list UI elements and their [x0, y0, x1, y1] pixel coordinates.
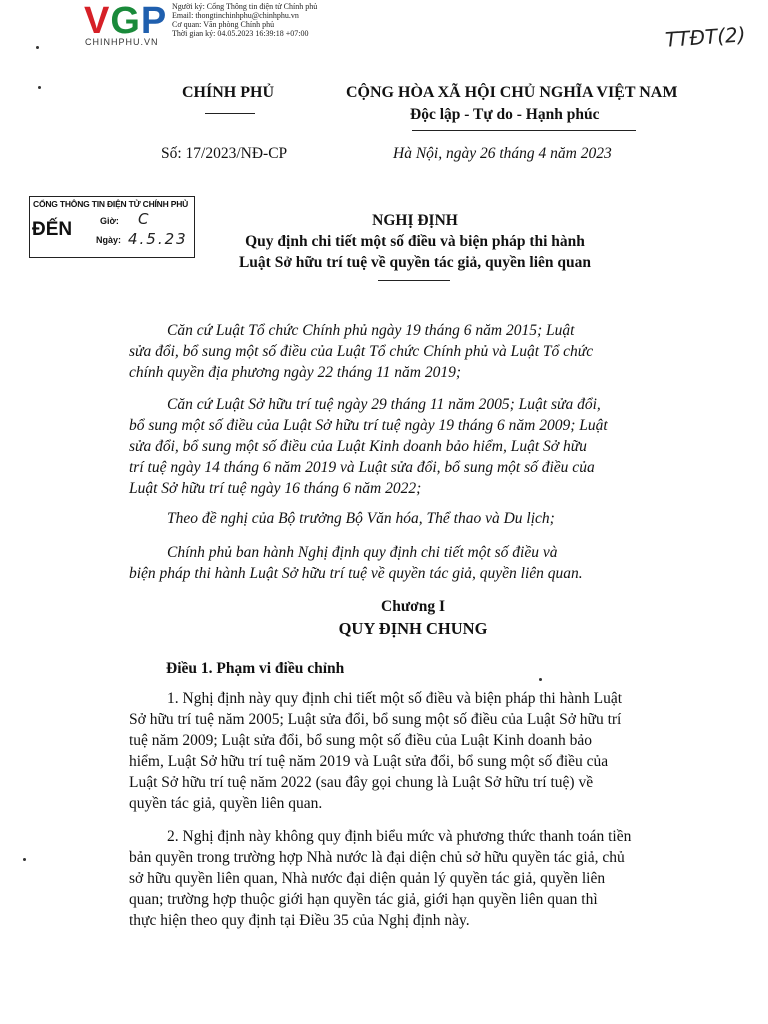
scan-speck — [38, 86, 41, 89]
signature-line: Cơ quan: Văn phòng Chính phủ — [172, 20, 275, 29]
text-line: biện pháp thi hành Luật Sở hữu trí tuệ về quyền tác giả, quyền liên quan. — [129, 565, 583, 582]
text-line: Sở hữu trí tuệ năm 2005; Luật sửa đổi, bổ sung một số điều của Luật Sở hữu trí — [129, 711, 622, 728]
text-line: hiểm, Luật Sở hữu trí tuệ năm 2019 và Luật sửa đổi, bổ sung một số điều của — [129, 753, 609, 770]
preamble-paragraph — [129, 394, 697, 499]
national-motto: Độc lập - Tự do - Hạnh phúc — [410, 106, 600, 123]
text-line: trí tuệ ngày 14 tháng 6 năm 2019 và Luật sửa đổi, bổ sung một số điều của — [129, 459, 595, 476]
text-line: Chính phủ ban hành Nghị định quy định chi tiết một số điều và — [167, 544, 558, 561]
text-line: bản quyền trong trường hợp Nhà nước là đại diện chủ sở hữu quyền tác giả, chủ — [129, 849, 625, 866]
republic-name: CỘNG HÒA XÃ HỘI CHỦ NGHĨA VIỆT NAM — [346, 84, 678, 101]
article-heading: Điều 1. Phạm vi điều chỉnh — [166, 660, 345, 677]
text-line: 1. Nghị định này quy định chi tiết một số điều và biện pháp thi hành Luật — [167, 690, 623, 707]
text-line: Luật Sở hữu trí tuệ ngày 16 tháng 6 năm 2022; — [129, 480, 422, 497]
text-line: quyền tác giả, quyền liên quan. — [129, 795, 323, 812]
text-line: tuệ năm 2009; Luật sửa đổi, bổ sung một số điều của Luật Kinh doanh bảo — [129, 732, 592, 749]
text-line: Luật Sở hữu trí tuệ năm 2022 (sau đây gọi chung là Luật Sở hữu trí tuệ) về — [129, 774, 594, 791]
logo-letter-v: V — [84, 0, 111, 42]
text-line: Theo đề nghị của Bộ trưởng Bộ Văn hóa, Thể thao và Du lịch; — [167, 510, 555, 527]
scan-speck — [539, 678, 542, 681]
vgp-logo — [84, 0, 167, 40]
text-line: sửa đổi, bổ sung một số điều của Luật Tổ chức Chính phủ và Luật Tổ chức — [129, 343, 594, 360]
motto-underline — [412, 130, 636, 131]
text-line: thực hiện theo quy định tại Điều 35 của Nghị định này. — [129, 912, 470, 929]
scan-speck — [23, 858, 26, 861]
decree-subject-line: Quy định chi tiết một số điều và biện pháp thi hành — [245, 233, 585, 250]
decree-heading: NGHỊ ĐỊNH — [372, 212, 458, 229]
stamp-date-label: Ngày: — [96, 235, 122, 245]
receipt-stamp — [29, 196, 195, 258]
stamp-hour-value: C — [138, 210, 149, 228]
place-date: Hà Nội, ngày 26 tháng 4 năm 2023 — [393, 145, 612, 162]
signature-line: Người ký: Cổng Thông tin điện tử Chính phủ — [172, 2, 318, 11]
issuer-underline — [205, 113, 255, 114]
chapter-number: Chương I — [381, 598, 445, 615]
stamp-header: CỔNG THÔNG TIN ĐIỆN TỬ CHÍNH PHỦ — [33, 199, 189, 209]
signature-line: Thời gian ký: 04.05.2023 16:39:18 +07:00 — [172, 29, 309, 38]
preamble-paragraph — [129, 542, 697, 584]
stamp-date-value: 4.5.23 — [128, 230, 188, 248]
document-number: Số: 17/2023/NĐ-CP — [161, 145, 288, 162]
text-line: chính quyền địa phương ngày 22 tháng 11 năm 2019; — [129, 364, 461, 381]
handwritten-mark: TTĐT(2) — [664, 22, 747, 52]
article-clause — [129, 688, 697, 814]
logo-subtitle: CHINHPHU.VN — [85, 37, 159, 47]
scan-speck — [36, 46, 39, 49]
text-line: 2. Nghị định này không quy định biểu mức và phương thức thanh toán tiền — [167, 828, 632, 845]
stamp-hour-label: Giờ: — [100, 216, 119, 226]
stamp-den: ĐẾN — [32, 219, 73, 240]
chapter-title: QUY ĐỊNH CHUNG — [338, 619, 488, 638]
text-line: quan; trường hợp thuộc giới hạn quyền tác giả, giới hạn quyền liên quan thì — [129, 891, 598, 908]
text-line: sở hữu quyền liên quan, Nhà nước đại diện quản lý quyền tác giả, quyền liên — [129, 870, 606, 887]
logo-letter-p: P — [140, 0, 168, 42]
decree-title — [200, 210, 630, 273]
decree-subject-line: Luật Sở hữu trí tuệ về quyền tác giả, quyền liên quan — [238, 254, 592, 271]
text-line: bổ sung một số điều của Luật Sở hữu trí tuệ ngày 19 tháng 6 năm 2009; Luật — [129, 417, 608, 434]
issuer-name: CHÍNH PHỦ — [182, 84, 274, 101]
preamble-paragraph — [129, 508, 697, 529]
text-line: Căn cứ Luật Sở hữu trí tuệ ngày 29 tháng 11 năm 2005; Luật sửa đổi, — [167, 396, 601, 413]
signature-line: Email: thongtinchinhphu@chinhphu.vn — [172, 11, 299, 20]
digital-signature — [172, 2, 317, 38]
article-clause — [129, 826, 697, 931]
logo-letter-g: G — [110, 0, 141, 42]
text-line: Căn cứ Luật Tổ chức Chính phủ ngày 19 tháng 6 năm 2015; Luật — [167, 322, 575, 339]
text-line: sửa đổi, bổ sung một số điều của Luật Kinh doanh bảo hiểm, Luật Sở hữu — [129, 438, 587, 455]
preamble-paragraph — [129, 320, 697, 383]
title-underline — [378, 280, 450, 281]
